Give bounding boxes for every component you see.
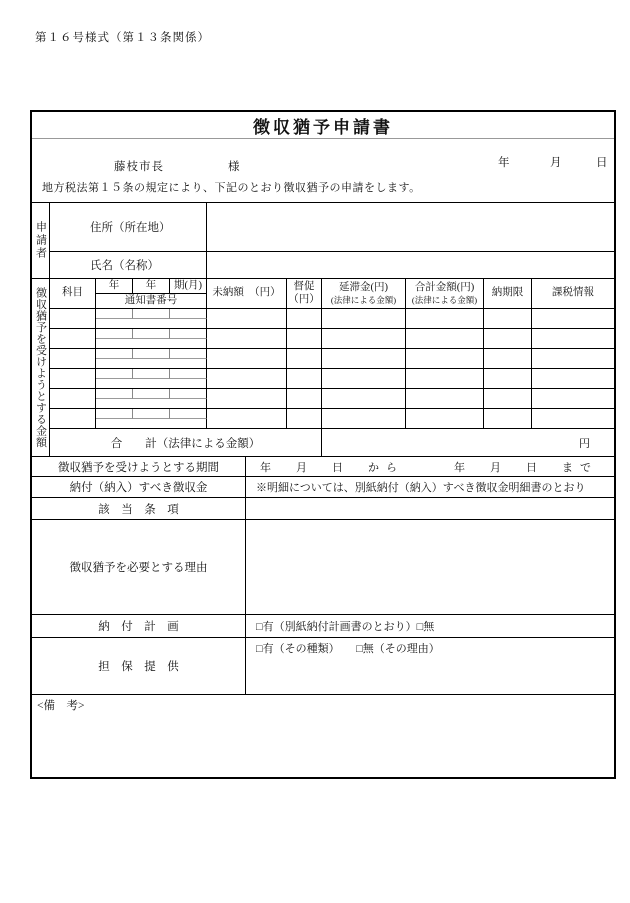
- clause-row: [32, 498, 614, 520]
- total-amount-cell: [406, 309, 484, 329]
- notice-number-cell: [96, 379, 207, 389]
- notice-number-cell: [96, 399, 207, 409]
- period-cell: [170, 369, 207, 379]
- col-header-due-date: 納期限: [484, 279, 532, 309]
- total-amount-cell: [406, 369, 484, 389]
- col-header-year1: 年: [96, 279, 133, 294]
- late-fee-cell: [322, 389, 406, 409]
- late-fee-cell: [322, 329, 406, 349]
- addressee-label: 藤枝市長: [114, 161, 164, 173]
- applicant-section: [32, 203, 614, 279]
- reason-row: [32, 520, 614, 615]
- col-header-unpaid: 未納額 （円）: [207, 279, 287, 309]
- levy-value: ※明細については、別紙納付（納入）すべき徴収金明細書のとおり: [256, 482, 586, 494]
- subject-cell: [50, 389, 96, 409]
- reason-value-cell: [246, 520, 614, 614]
- unpaid-cell: [207, 349, 287, 369]
- address-value-cell: [207, 203, 614, 252]
- late-fee-cell: [322, 409, 406, 429]
- due-date-cell: [484, 349, 532, 369]
- due-date-cell: [484, 309, 532, 329]
- col-header-total-amount: 合計金額(円) (法律による金額): [406, 279, 484, 309]
- late-fee-cell: [322, 349, 406, 369]
- year2-cell: [133, 369, 170, 379]
- col-header-subject: 科目: [50, 279, 96, 309]
- total-amount-cell: [406, 349, 484, 369]
- subject-cell: [50, 329, 96, 349]
- year1-cell: [96, 389, 133, 399]
- reminder-cell: [287, 309, 322, 329]
- deferral-period-value: 年 月 日 から 年 月 日 まで: [260, 461, 598, 474]
- notice-number-cell: [96, 339, 207, 349]
- year1-cell: [96, 329, 133, 339]
- due-date-cell: [484, 329, 532, 349]
- title-row: [32, 112, 614, 139]
- col-header-tax-info: 課税情報: [532, 279, 614, 309]
- col-header-notice-number: 通知書番号: [96, 294, 207, 309]
- tax-info-cell: [532, 349, 614, 369]
- col-header-period: 期(月): [170, 279, 207, 294]
- name-value-cell: [207, 252, 614, 278]
- clause-label: 該 当 条 項: [32, 498, 246, 519]
- period-cell: [170, 409, 207, 419]
- amount-section-label: 徴収猶予を受けようとする金額: [32, 279, 50, 456]
- reminder-cell: [287, 349, 322, 369]
- date-year-label: 年: [498, 157, 510, 169]
- due-date-cell: [484, 369, 532, 389]
- reminder-cell: [287, 369, 322, 389]
- amount-table: [32, 279, 614, 457]
- address-label: 住所（所在地）: [50, 203, 207, 252]
- total-amount-cell: [406, 329, 484, 349]
- col-header-reminder: 督促 （円）: [287, 279, 322, 309]
- collateral-row: [32, 638, 614, 695]
- payment-plan-value: □有（別紙納付計画書のとおり）□無: [256, 621, 435, 633]
- late-fee-cell: [322, 369, 406, 389]
- levy-label: 納付（納入）すべき徴収金: [32, 477, 246, 497]
- period-cell: [170, 349, 207, 359]
- year2-cell: [133, 409, 170, 419]
- reminder-cell: [287, 329, 322, 349]
- tax-info-cell: [532, 309, 614, 329]
- reminder-cell: [287, 389, 322, 409]
- subject-cell: [50, 409, 96, 429]
- remarks-label: <備 考>: [37, 700, 85, 712]
- year1-cell: [96, 349, 133, 359]
- tax-info-cell: [532, 329, 614, 349]
- payment-plan-row: [32, 615, 614, 638]
- total-row-label: 合 計（法律による金額）: [50, 429, 322, 456]
- year2-cell: [133, 329, 170, 339]
- col-header-year2: 年: [133, 279, 170, 294]
- payment-plan-label: 納 付 計 画: [32, 615, 246, 637]
- applicant-section-label: 申請者: [32, 203, 50, 278]
- year1-cell: [96, 309, 133, 319]
- application-statement: 地方税法第１５条の規定により、下記のとおり徴収猶予の申請をします。: [42, 182, 421, 194]
- unpaid-cell: [207, 309, 287, 329]
- unpaid-cell: [207, 369, 287, 389]
- unpaid-cell: [207, 329, 287, 349]
- reminder-cell: [287, 409, 322, 429]
- levy-row: [32, 477, 614, 498]
- year2-cell: [133, 349, 170, 359]
- deferral-period-row: [32, 457, 614, 477]
- subject-cell: [50, 349, 96, 369]
- year1-cell: [96, 409, 133, 419]
- year2-cell: [133, 389, 170, 399]
- header-section: [32, 139, 614, 203]
- unpaid-cell: [207, 409, 287, 429]
- total-row-value: [322, 429, 614, 456]
- notice-number-cell: [96, 319, 207, 329]
- year1-cell: [96, 369, 133, 379]
- due-date-cell: [484, 389, 532, 409]
- unpaid-cell: [207, 389, 287, 409]
- clause-value-cell: [246, 498, 614, 519]
- deferral-period-label: 徴収猶予を受けようとする期間: [32, 457, 246, 476]
- reason-label: 徴収猶予を必要とする理由: [32, 520, 246, 614]
- yen-unit-label: 円: [579, 437, 590, 450]
- name-label: 氏名（名称）: [50, 252, 207, 278]
- total-amount-cell: [406, 389, 484, 409]
- date-month-label: 月: [550, 157, 562, 169]
- late-fee-cell: [322, 309, 406, 329]
- tax-info-cell: [532, 409, 614, 429]
- period-cell: [170, 389, 207, 399]
- notice-number-cell: [96, 419, 207, 429]
- collateral-value: □有（その種類） □無（その理由）: [256, 643, 440, 655]
- form-outer-box: [30, 110, 616, 779]
- date-day-label: 日: [596, 157, 608, 169]
- due-date-cell: [484, 409, 532, 429]
- notice-number-cell: [96, 359, 207, 369]
- collateral-label: 担 保 提 供: [32, 638, 246, 694]
- form-title: 徴収猶予申請書: [253, 117, 393, 137]
- tax-info-cell: [532, 369, 614, 389]
- subject-cell: [50, 309, 96, 329]
- form-number-note: 第１６号様式（第１３条関係）: [35, 32, 210, 44]
- period-cell: [170, 329, 207, 339]
- subject-cell: [50, 369, 96, 389]
- tax-info-cell: [532, 389, 614, 409]
- year2-cell: [133, 309, 170, 319]
- col-header-late-fee: 延滞金(円) (法律による金額): [322, 279, 406, 309]
- total-amount-cell: [406, 409, 484, 429]
- period-cell: [170, 309, 207, 319]
- honorific-label: 様: [228, 161, 240, 173]
- remarks-section: [32, 695, 614, 777]
